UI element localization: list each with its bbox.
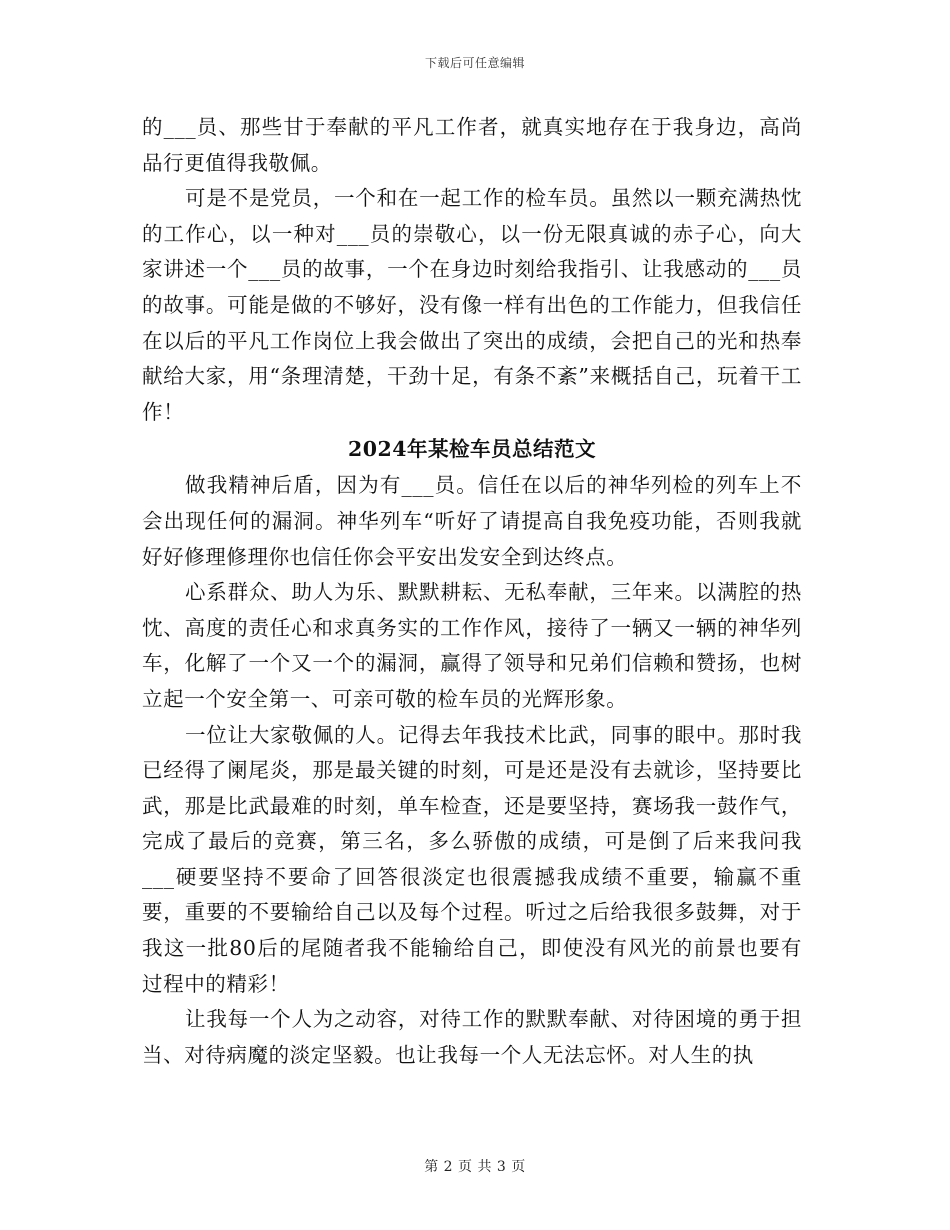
paragraph: 心系群众、助人为乐、默默耕耘、无私奉献，三年来。以满腔的热忱、高度的责任心和求真务实的工作作风，接待了一辆又一辆的神华列车，化解了一个又一个的漏洞，赢得了领导和兄弟们信赖和赞扬，也树立起一个安全第一、可亲可敬的检车员的光辉形象。 (142, 580, 802, 711)
section-title: 2024年某检车员总结范文 (347, 437, 597, 462)
paragraph-continuation: 的___员、那些甘于奉献的平凡工作者，就真实地存在于我身边，高尚品行更值得我敬佩。 (142, 115, 802, 175)
paragraph: 可是不是党员，一个和在一起工作的检车员。虽然以一颗充满热忱的工作心，以一种对___员的崇敬心，以一份无限真诚的赤子心，向大家讲述一个___员的故事，一个在身边时刻给我指引、让我感动的___员的故事。可能是做的不够好，没有像一样有出色的工作能力，但我信任在以后的平凡工作岗位上我会做出了突出的成绩，会把自己的光和热奉献给大家，用“条理清楚，干劲十足，有条不紊”来概括自己，玩着干工作！ (142, 186, 802, 424)
page-number: 第 2 页 共 3 页 (424, 1159, 526, 1175)
header-note: 下载后可任意编辑 (424, 56, 525, 70)
paragraph: 让我每一个人为之动容，对待工作的默默奉献、对待困境的勇于担当、对待病魔的淡定坚毅。也让我每一个人无法忘怀。对人生的执 (142, 1007, 802, 1067)
document-body (142, 110, 802, 1073)
paragraph: 做我精神后盾，因为有___员。信任在以后的神华列检的列车上不会出现任何的漏洞。神华列车“听好了请提高自我免疫功能，否则我就好好修理修理你也信任你会平安出发安全到达终点。 (142, 473, 802, 569)
paragraph: 一位让大家敬佩的人。记得去年我技术比武，同事的眼中。那时我已经得了阑尾炎，那是最关键的时刻，可是还是没有去就诊，坚持要比武，那是比武最难的时刻，单车检查，还是要坚持，赛场我一鼓作气，完成了最后的竞赛，第三名，多么骄傲的成绩，可是倒了后来我问我___硬要坚持不要命了回答很淡定也很震撼我成绩不重要，输赢不重要，重要的不要输给自己以及每个过程。听过之后给我很多鼓舞，对于我这一批80后的尾随者我不能输给自己，即使没有风光的前景也要有过程中的精彩！ (142, 722, 802, 996)
